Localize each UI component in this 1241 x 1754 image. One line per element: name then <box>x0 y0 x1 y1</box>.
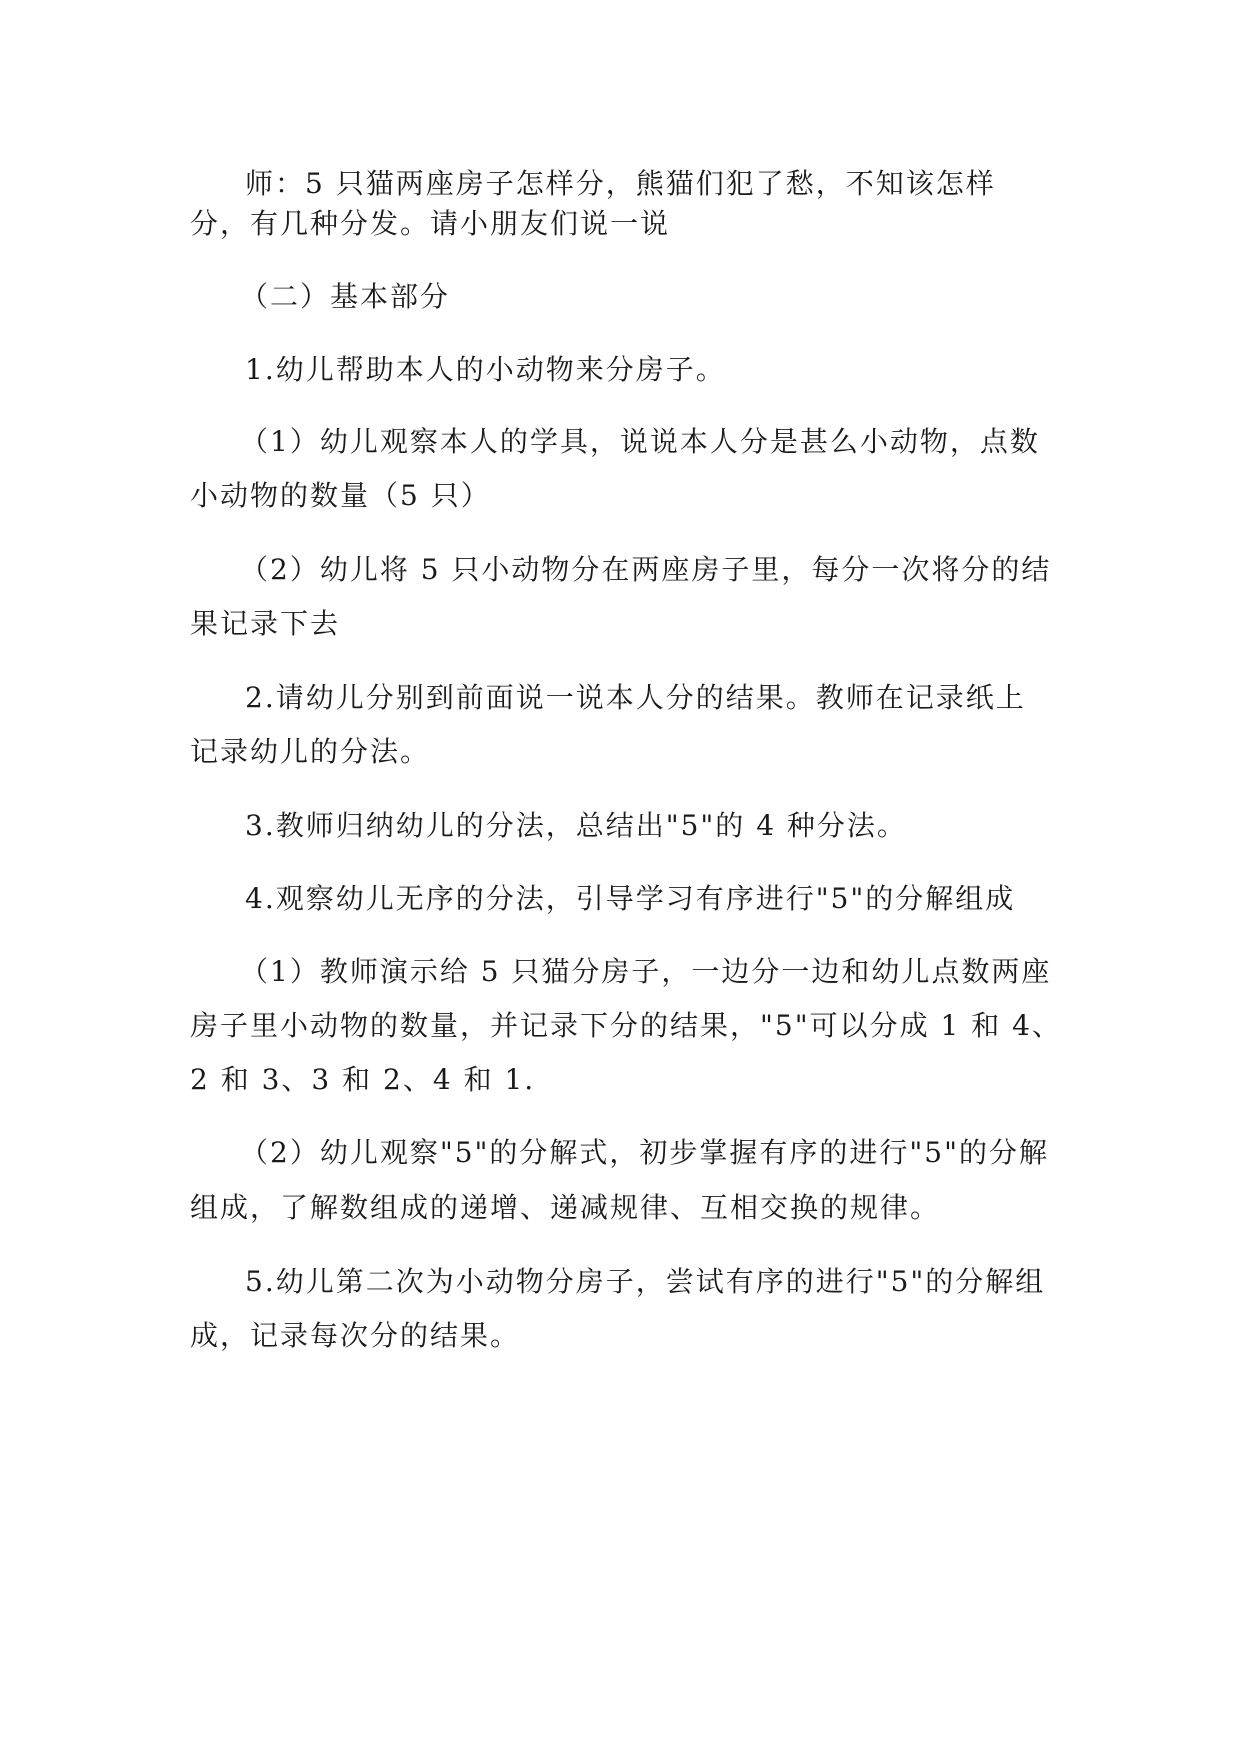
paragraph-6-line-2: 记录幼儿的分法。 <box>190 735 431 768</box>
paragraph-5-line-1: （2）幼儿将 5 只小动物分在两座房子里，每分一次将分的结 <box>240 553 1052 586</box>
paragraph-11-line-1: 5.幼儿第二次为小动物分房子，尝试有序的进行"5"的分解组 <box>245 1265 1046 1298</box>
paragraph-11-line-2: 成，记录每次分的结果。 <box>190 1319 521 1352</box>
paragraph-5-line-2: 果记录下去 <box>190 607 341 640</box>
paragraph-4-line-1: （1）幼儿观察本人的学具，说说本人分是甚么小动物，点数 <box>240 425 1040 458</box>
paragraph-4-line-2: 小动物的数量（5 只） <box>190 479 491 512</box>
paragraph-9-line-2: 房子里小动物的数量，并记录下分的结果，"5"可以分成 1 和 4、 <box>190 1009 1062 1042</box>
paragraph-9-line-3: 2 和 3、3 和 2、4 和 1. <box>190 1063 536 1096</box>
paragraph-1-line-2: 分，有几种分发。请小朋友们说一说 <box>190 207 671 240</box>
paragraph-9-line-1: （1）教师演示给 5 只猫分房子，一边分一边和幼儿点数两座 <box>240 955 1052 988</box>
paragraph-3-line-1: 1.幼儿帮助本人的小动物来分房子。 <box>245 353 726 386</box>
paragraph-6-line-1: 2.请幼儿分别到前面说一说本人分的结果。教师在记录纸上 <box>245 681 1026 714</box>
paragraph-8-line-1: 4.观察幼儿无序的分法，引导学习有序进行"5"的分解组成 <box>245 882 1016 915</box>
paragraph-10-line-2: 组成，了解数组成的递增、递减规律、互相交换的规律。 <box>190 1191 941 1224</box>
paragraph-1-line-1: 师：5 只猫两座房子怎样分，熊猫们犯了愁，不知该怎样 <box>245 167 996 200</box>
paragraph-7-line-1: 3.教师归纳幼儿的分法，总结出"5"的 4 种分法。 <box>245 809 907 842</box>
section-heading: （二）基本部分 <box>240 280 451 313</box>
paragraph-10-line-1: （2）幼儿观察"5"的分解式，初步掌握有序的进行"5"的分解 <box>240 1136 1049 1169</box>
